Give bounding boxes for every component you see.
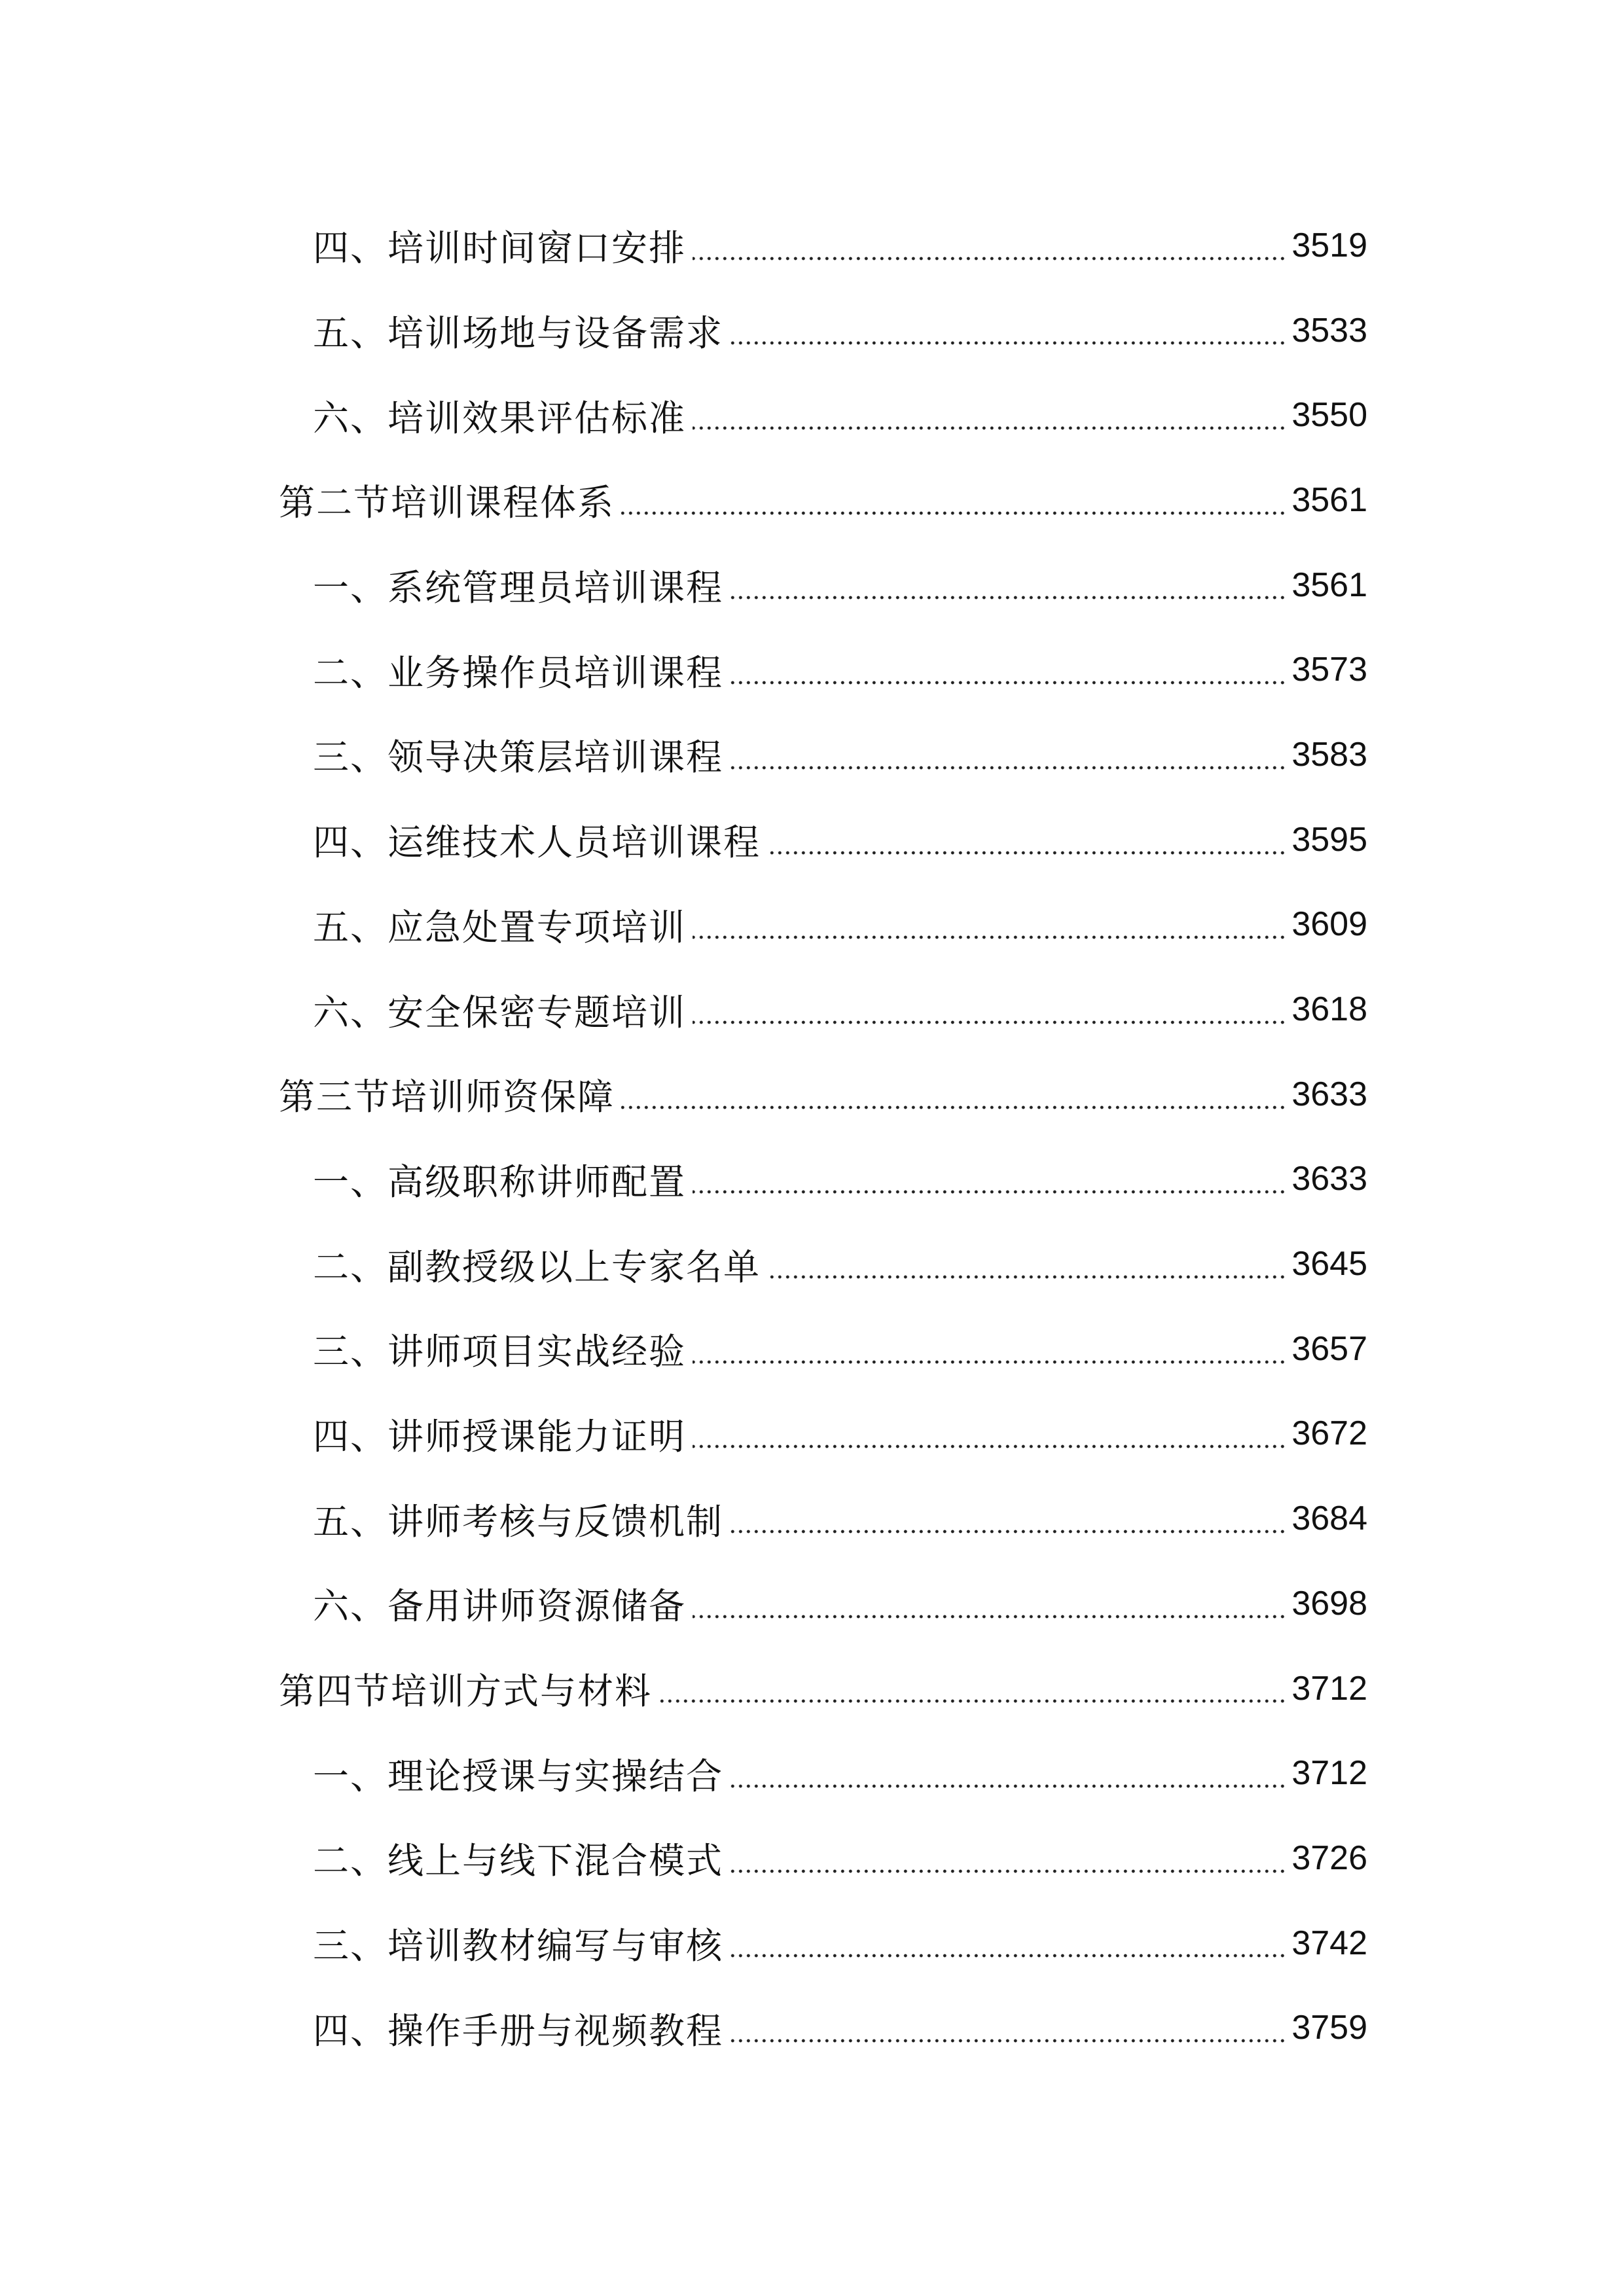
toc-entry[interactable] xyxy=(0,967,1624,1052)
dot-leader xyxy=(730,681,1286,685)
toc-entry-page-number: 3684 xyxy=(1291,1499,1367,1538)
toc-entry-page-number: 3742 xyxy=(1291,1924,1367,1962)
toc-entry-title: 三、讲师项目实战经验 xyxy=(313,1331,687,1373)
toc-entry[interactable] xyxy=(0,627,1624,712)
toc-entry-title: 四、运维技术人员培训课程 xyxy=(313,821,761,864)
dot-leader xyxy=(693,1444,1286,1448)
toc-entry-title: 四、操作手册与视频教程 xyxy=(313,2009,724,2052)
toc-entry-title: 二、业务操作员培训课程 xyxy=(313,651,724,694)
toc-entry[interactable] xyxy=(0,712,1624,797)
toc-entry-title: 六、培训效果评估标准 xyxy=(313,397,687,439)
toc-entry[interactable] xyxy=(0,882,1624,967)
dot-leader xyxy=(730,1784,1286,1788)
toc-entry-page-number: 3519 xyxy=(1291,226,1367,264)
toc-entry[interactable] xyxy=(0,1221,1624,1306)
toc-section-entry[interactable] xyxy=(0,1052,1624,1137)
toc-entry[interactable] xyxy=(0,1306,1624,1391)
toc-entry[interactable] xyxy=(0,203,1624,288)
dot-leader xyxy=(621,1105,1286,1109)
toc-entry-title: 五、应急处置专项培训 xyxy=(313,906,687,948)
toc-entry-page-number: 3618 xyxy=(1291,990,1367,1029)
toc-entry[interactable] xyxy=(0,1901,1624,1986)
toc-entry[interactable] xyxy=(0,1816,1624,1901)
dot-leader xyxy=(659,1699,1286,1703)
toc-entry-title: 二、副教授级以上专家名单 xyxy=(313,1246,761,1288)
dot-leader xyxy=(730,1530,1286,1534)
toc-entry-title: 一、高级职称讲师配置 xyxy=(313,1160,687,1203)
toc-entry-page-number: 3633 xyxy=(1291,1160,1367,1198)
toc-entry-page-number: 3645 xyxy=(1291,1245,1367,1283)
toc-entry[interactable] xyxy=(0,1391,1624,1477)
toc-section-title: 第三节培训师资保障 xyxy=(279,1076,615,1119)
toc-entry-page-number: 3672 xyxy=(1291,1414,1367,1453)
toc-entry-page-number: 3759 xyxy=(1291,2009,1367,2047)
dot-leader xyxy=(730,596,1286,600)
toc-section-entry[interactable] xyxy=(0,457,1624,543)
toc-section-title: 第二节培训课程体系 xyxy=(279,482,615,524)
table-of-contents xyxy=(0,203,1624,2070)
toc-entry[interactable] xyxy=(0,288,1624,373)
toc-entry[interactable] xyxy=(0,543,1624,628)
toc-entry-title: 五、讲师考核与反馈机制 xyxy=(313,1500,724,1543)
toc-entry-title: 六、安全保密专题培训 xyxy=(313,991,687,1033)
dot-leader xyxy=(730,2039,1286,2043)
toc-entry-page-number: 3583 xyxy=(1291,735,1367,774)
toc-entry[interactable] xyxy=(0,1476,1624,1561)
dot-leader xyxy=(693,1020,1286,1024)
toc-entry[interactable] xyxy=(0,797,1624,882)
toc-entry-page-number: 3550 xyxy=(1291,396,1367,435)
toc-entry-title: 四、讲师授课能力证明 xyxy=(313,1415,687,1458)
dot-leader xyxy=(730,1869,1286,1873)
toc-entry[interactable] xyxy=(0,1731,1624,1816)
toc-entry-title: 一、系统管理员培训课程 xyxy=(313,567,724,609)
toc-entry[interactable] xyxy=(0,1561,1624,1646)
toc-entry-title: 二、线上与线下混合模式 xyxy=(313,1840,724,1882)
toc-entry-page-number: 3595 xyxy=(1291,820,1367,859)
dot-leader xyxy=(693,935,1286,939)
dot-leader xyxy=(730,766,1286,770)
toc-entry-page-number: 3561 xyxy=(1291,480,1367,519)
dot-leader xyxy=(767,1275,1286,1279)
dot-leader xyxy=(693,1615,1286,1619)
toc-entry-page-number: 3657 xyxy=(1291,1329,1367,1368)
dot-leader xyxy=(767,851,1286,855)
toc-entry-title: 五、培训场地与设备需求 xyxy=(313,312,724,355)
toc-entry-page-number: 3726 xyxy=(1291,1839,1367,1877)
toc-entry-page-number: 3533 xyxy=(1291,311,1367,350)
toc-entry-title: 三、培训教材编写与审核 xyxy=(313,1925,724,1967)
toc-entry-title: 四、培训时间窗口安排 xyxy=(313,227,687,270)
toc-entry[interactable] xyxy=(0,1137,1624,1222)
toc-section-entry[interactable] xyxy=(0,1646,1624,1731)
toc-entry-title: 六、备用讲师资源储备 xyxy=(313,1585,687,1628)
dot-leader xyxy=(621,511,1286,515)
dot-leader xyxy=(693,426,1286,430)
toc-entry-title: 一、理论授课与实操结合 xyxy=(313,1755,724,1797)
toc-entry-page-number: 3633 xyxy=(1291,1075,1367,1113)
toc-entry-page-number: 3561 xyxy=(1291,565,1367,604)
toc-entry[interactable] xyxy=(0,372,1624,457)
toc-section-title: 第四节培训方式与材料 xyxy=(279,1670,653,1713)
toc-entry-page-number: 3573 xyxy=(1291,651,1367,689)
dot-leader xyxy=(730,341,1286,345)
toc-entry-page-number: 3609 xyxy=(1291,905,1367,944)
dot-leader xyxy=(693,1190,1286,1194)
toc-entry-page-number: 3698 xyxy=(1291,1584,1367,1623)
dot-leader xyxy=(693,257,1286,260)
dot-leader xyxy=(693,1360,1286,1364)
toc-entry-page-number: 3712 xyxy=(1291,1754,1367,1793)
toc-entry[interactable] xyxy=(0,1985,1624,2070)
dot-leader xyxy=(730,1954,1286,1958)
toc-entry-page-number: 3712 xyxy=(1291,1669,1367,1708)
toc-entry-title: 三、领导决策层培训课程 xyxy=(313,736,724,779)
